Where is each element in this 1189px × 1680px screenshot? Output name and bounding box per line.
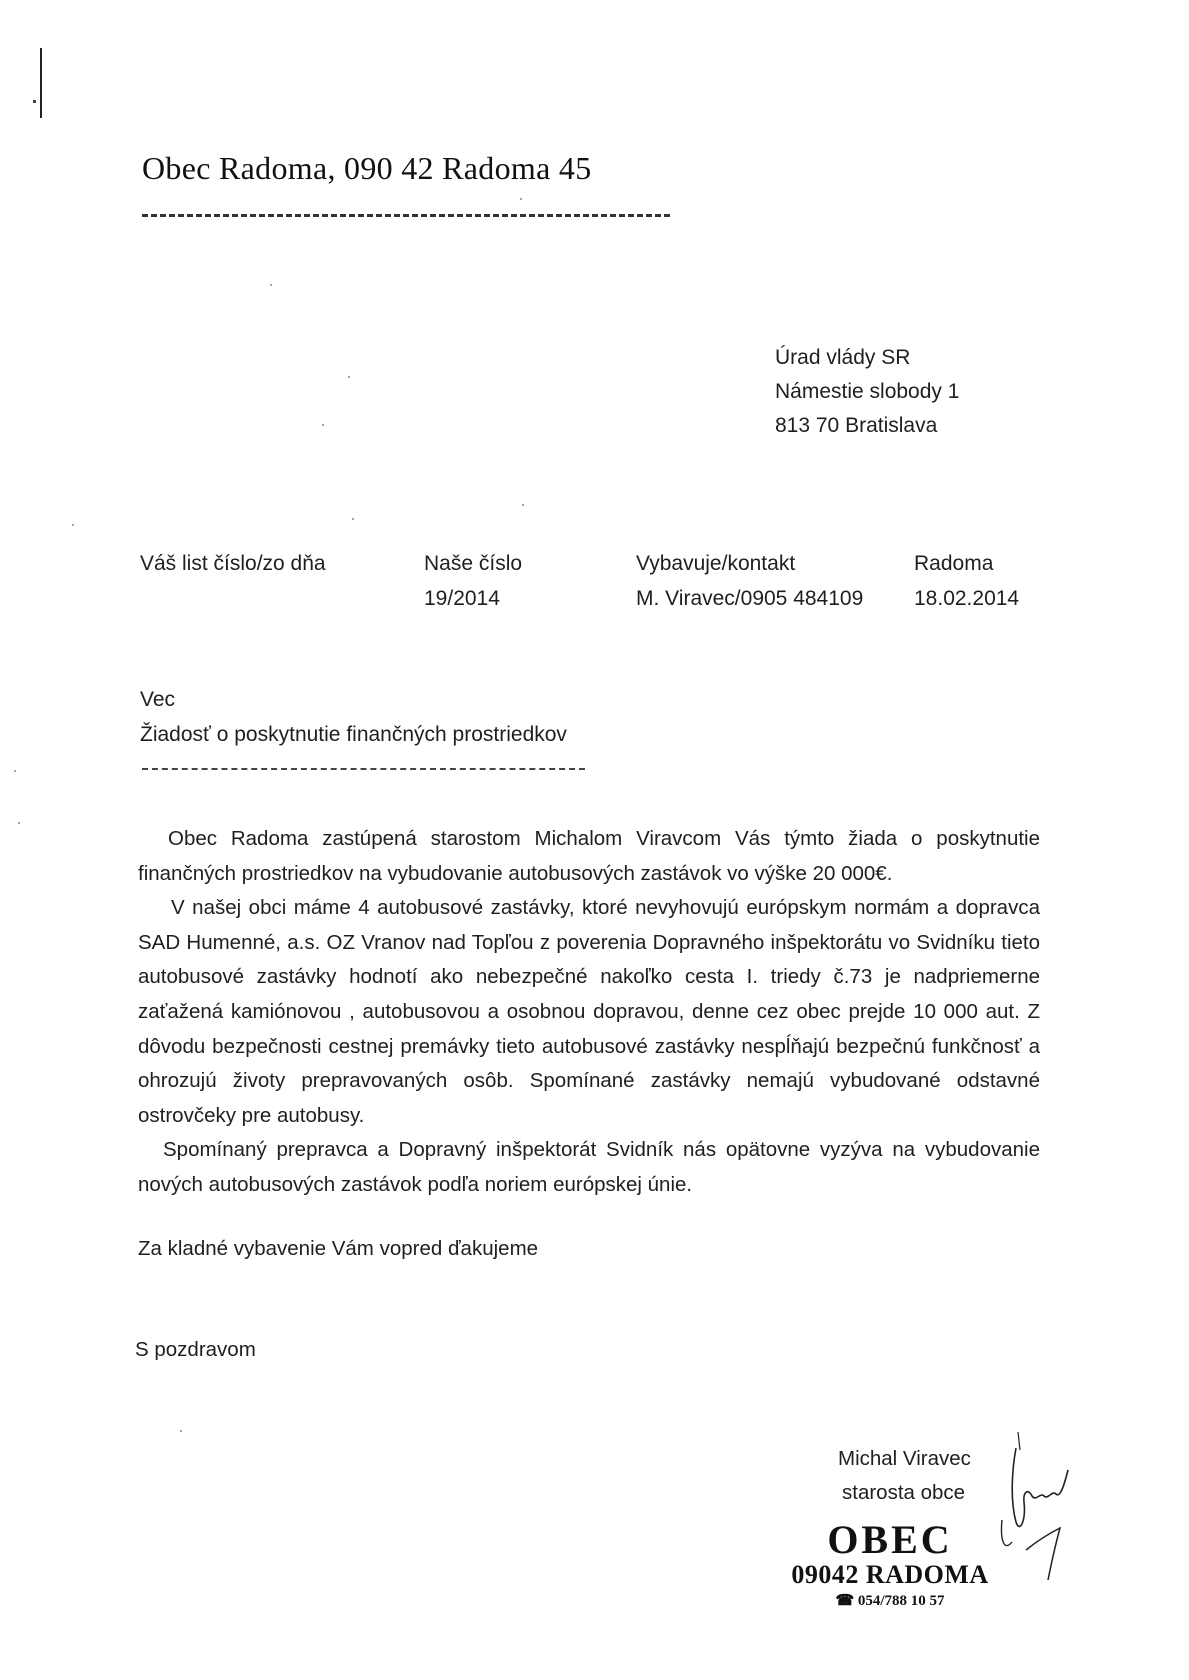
- scan-speck: [520, 198, 522, 200]
- closing-thanks: Za kladné vybavenie Vám vopred ďakujeme: [138, 1237, 539, 1260]
- stamp-phone: ☎ 054/788 10 57: [835, 1593, 945, 1609]
- scan-speck: [270, 284, 272, 286]
- contact-value: M. Viravec/0905 484109: [636, 587, 864, 610]
- scan-speck: [72, 524, 74, 526]
- scan-speck: [352, 518, 354, 520]
- handwritten-signature: [990, 1430, 1080, 1580]
- subject-divider: [142, 768, 585, 770]
- letterhead-title: Obec Radoma, 090 42 Radoma 45: [142, 150, 592, 186]
- your-letter-label: Váš list číslo/zo dňa: [140, 552, 326, 575]
- scan-speck: [33, 100, 36, 103]
- scan-speck: [14, 770, 16, 772]
- stamp-line-1: OBEC: [827, 1517, 953, 1562]
- scan-speck: [348, 376, 350, 378]
- recipient-line-1: Úrad vlády SR: [775, 346, 911, 369]
- scan-speck: [522, 504, 524, 506]
- letter-body: [138, 822, 1040, 1203]
- recipient-line-2: Námestie slobody 1: [775, 380, 960, 403]
- body-paragraph-3: Spomínaný prepravca a Dopravný inšpektorát Svidník nás opätovne vyzýva na vybudovanie nových autobusových zastávok podľa noriem európskej únie.: [138, 1138, 1040, 1196]
- closing-greeting: S pozdravom: [135, 1338, 256, 1361]
- our-number-label: Naše číslo: [424, 552, 523, 575]
- scan-speck: [18, 822, 20, 824]
- subject-label: Vec: [140, 688, 176, 711]
- date-value: 18.02.2014: [914, 587, 1020, 610]
- signatory-title: starosta obce: [842, 1481, 966, 1504]
- stamp-line-2: 09042 RADOMA: [791, 1560, 989, 1589]
- signatory-name: Michal Viravec: [838, 1447, 971, 1470]
- body-paragraph-1: Obec Radoma zastúpená starostom Michalom Viravcom Vás týmto žiada o poskytnutie finančných prostriedkov na vybudovanie autobusových zastávok vo výške 20 000€.: [138, 827, 1040, 885]
- letterhead-divider: [142, 214, 670, 217]
- scan-margin-mark: [40, 48, 42, 118]
- place-label: Radoma: [914, 552, 994, 575]
- contact-label: Vybavuje/kontakt: [636, 552, 796, 575]
- municipal-stamp: [780, 1517, 1000, 1612]
- subject-text: Žiadosť o poskytnutie finančných prostriedkov: [140, 723, 567, 746]
- scan-speck: [322, 424, 324, 426]
- scan-speck: [180, 1430, 182, 1432]
- body-paragraph-2: V našej obci máme 4 autobusové zastávky, ktoré nevyhovujú európskym normám a dopravca SAD Humenné, a.s. OZ Vranov nad Topľou z poverenia Dopravného inšpektorátu vo Svidníku tieto autobusové zastávky hodnotí ako nebezpečné nakoľko cesta I. triedy č.73 je nadpriemerne zaťažená kamiónovou , autobusovou a osobnou dopravou, denne cez obec prejde 10 000 aut. Z dôvodu bezpečnosti cestnej premávky tieto autobusové zastávky nespĺňajú bezpečnú funkčnosť a ohrozujú životy prepravovaných osôb. Spomínané zastávky nemajú vybudované odstavné ostrovčeky pre autobusy.: [138, 896, 1040, 1127]
- recipient-line-3: 813 70 Bratislava: [775, 414, 938, 437]
- our-number-value: 19/2014: [424, 587, 500, 610]
